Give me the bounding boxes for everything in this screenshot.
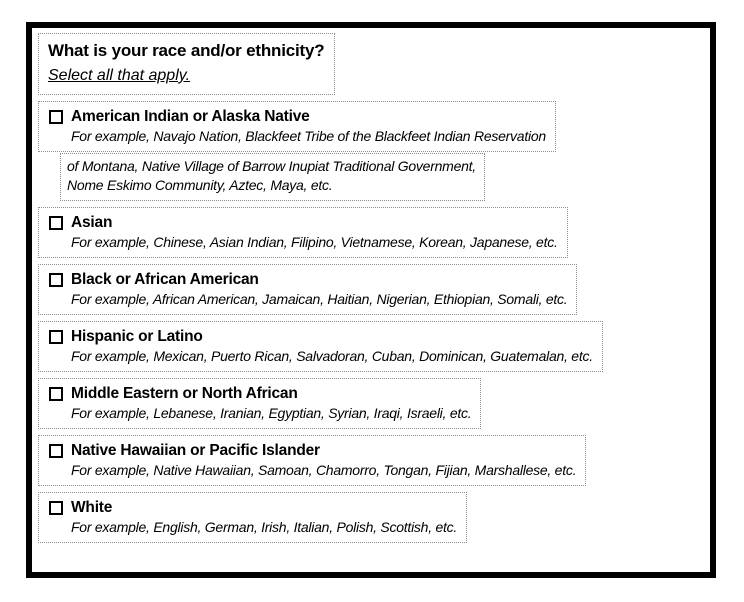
example-text-line: For example, Navajo Nation, Blackfeet Tribe of the Blackfeet Indian Reservation [71, 128, 546, 144]
option-label: Middle Eastern or North African [71, 385, 298, 402]
checkbox-asian[interactable] [49, 216, 63, 230]
question-header [38, 33, 335, 95]
example-text-line: of Montana, Native Village of Barrow Inupiat Traditional Government, [67, 158, 476, 174]
question-title: What is your race and/or ethnicity? [48, 41, 325, 60]
checkbox-middle-eastern-or-north-african[interactable] [49, 387, 63, 401]
option-label: Native Hawaiian or Pacific Islander [71, 442, 320, 459]
example-text: For example, Chinese, Asian Indian, Filipino, Vietnamese, Korean, Japanese, etc. [71, 234, 558, 250]
option-row [49, 440, 576, 461]
race-ethnicity-question-panel [26, 22, 716, 578]
option-row [49, 212, 558, 233]
option-hispanic-or-latino [38, 321, 603, 372]
checkbox-native-hawaiian-or-pacific-islander[interactable] [49, 444, 63, 458]
option-row [49, 383, 471, 404]
example-text: For example, Mexican, Puerto Rican, Salvadoran, Cuban, Dominican, Guatemalan, etc. [71, 348, 593, 364]
option-white [38, 492, 467, 543]
option-label: Hispanic or Latino [71, 328, 203, 345]
option-box-continuation [60, 153, 485, 201]
checkbox-hispanic-or-latino[interactable] [49, 330, 63, 344]
checkbox-white[interactable] [49, 501, 63, 515]
option-label: American Indian or Alaska Native [71, 108, 310, 125]
checkbox-black-or-african-american[interactable] [49, 273, 63, 287]
option-row [49, 326, 593, 347]
example-text-line: Nome Eskimo Community, Aztec, Maya, etc. [67, 177, 333, 193]
option-asian [38, 207, 568, 258]
checkbox-american-indian-or-alaska-native[interactable] [49, 110, 63, 124]
option-row [49, 106, 546, 127]
option-black-or-african-american [38, 264, 577, 315]
option-row [49, 497, 457, 518]
example-text: For example, Lebanese, Iranian, Egyptian, Syrian, Iraqi, Israeli, etc. [71, 405, 472, 421]
option-row [49, 269, 567, 290]
option-american-indian-or-alaska-native [38, 101, 704, 201]
option-label: Asian [71, 214, 113, 231]
option-label: Black or African American [71, 271, 259, 288]
option-label: White [71, 499, 113, 516]
example-text: For example, African American, Jamaican, Haitian, Nigerian, Ethiopian, Somali, etc. [71, 291, 568, 307]
instruction-text: Select all that apply. [48, 67, 191, 84]
example-text: For example, Native Hawaiian, Samoan, Chamorro, Tongan, Fijian, Marshallese, etc. [71, 462, 577, 478]
option-box [38, 101, 556, 152]
option-middle-eastern-or-north-african [38, 378, 481, 429]
example-text: For example, English, German, Irish, Italian, Polish, Scottish, etc. [71, 519, 458, 535]
option-native-hawaiian-or-pacific-islander [38, 435, 586, 486]
